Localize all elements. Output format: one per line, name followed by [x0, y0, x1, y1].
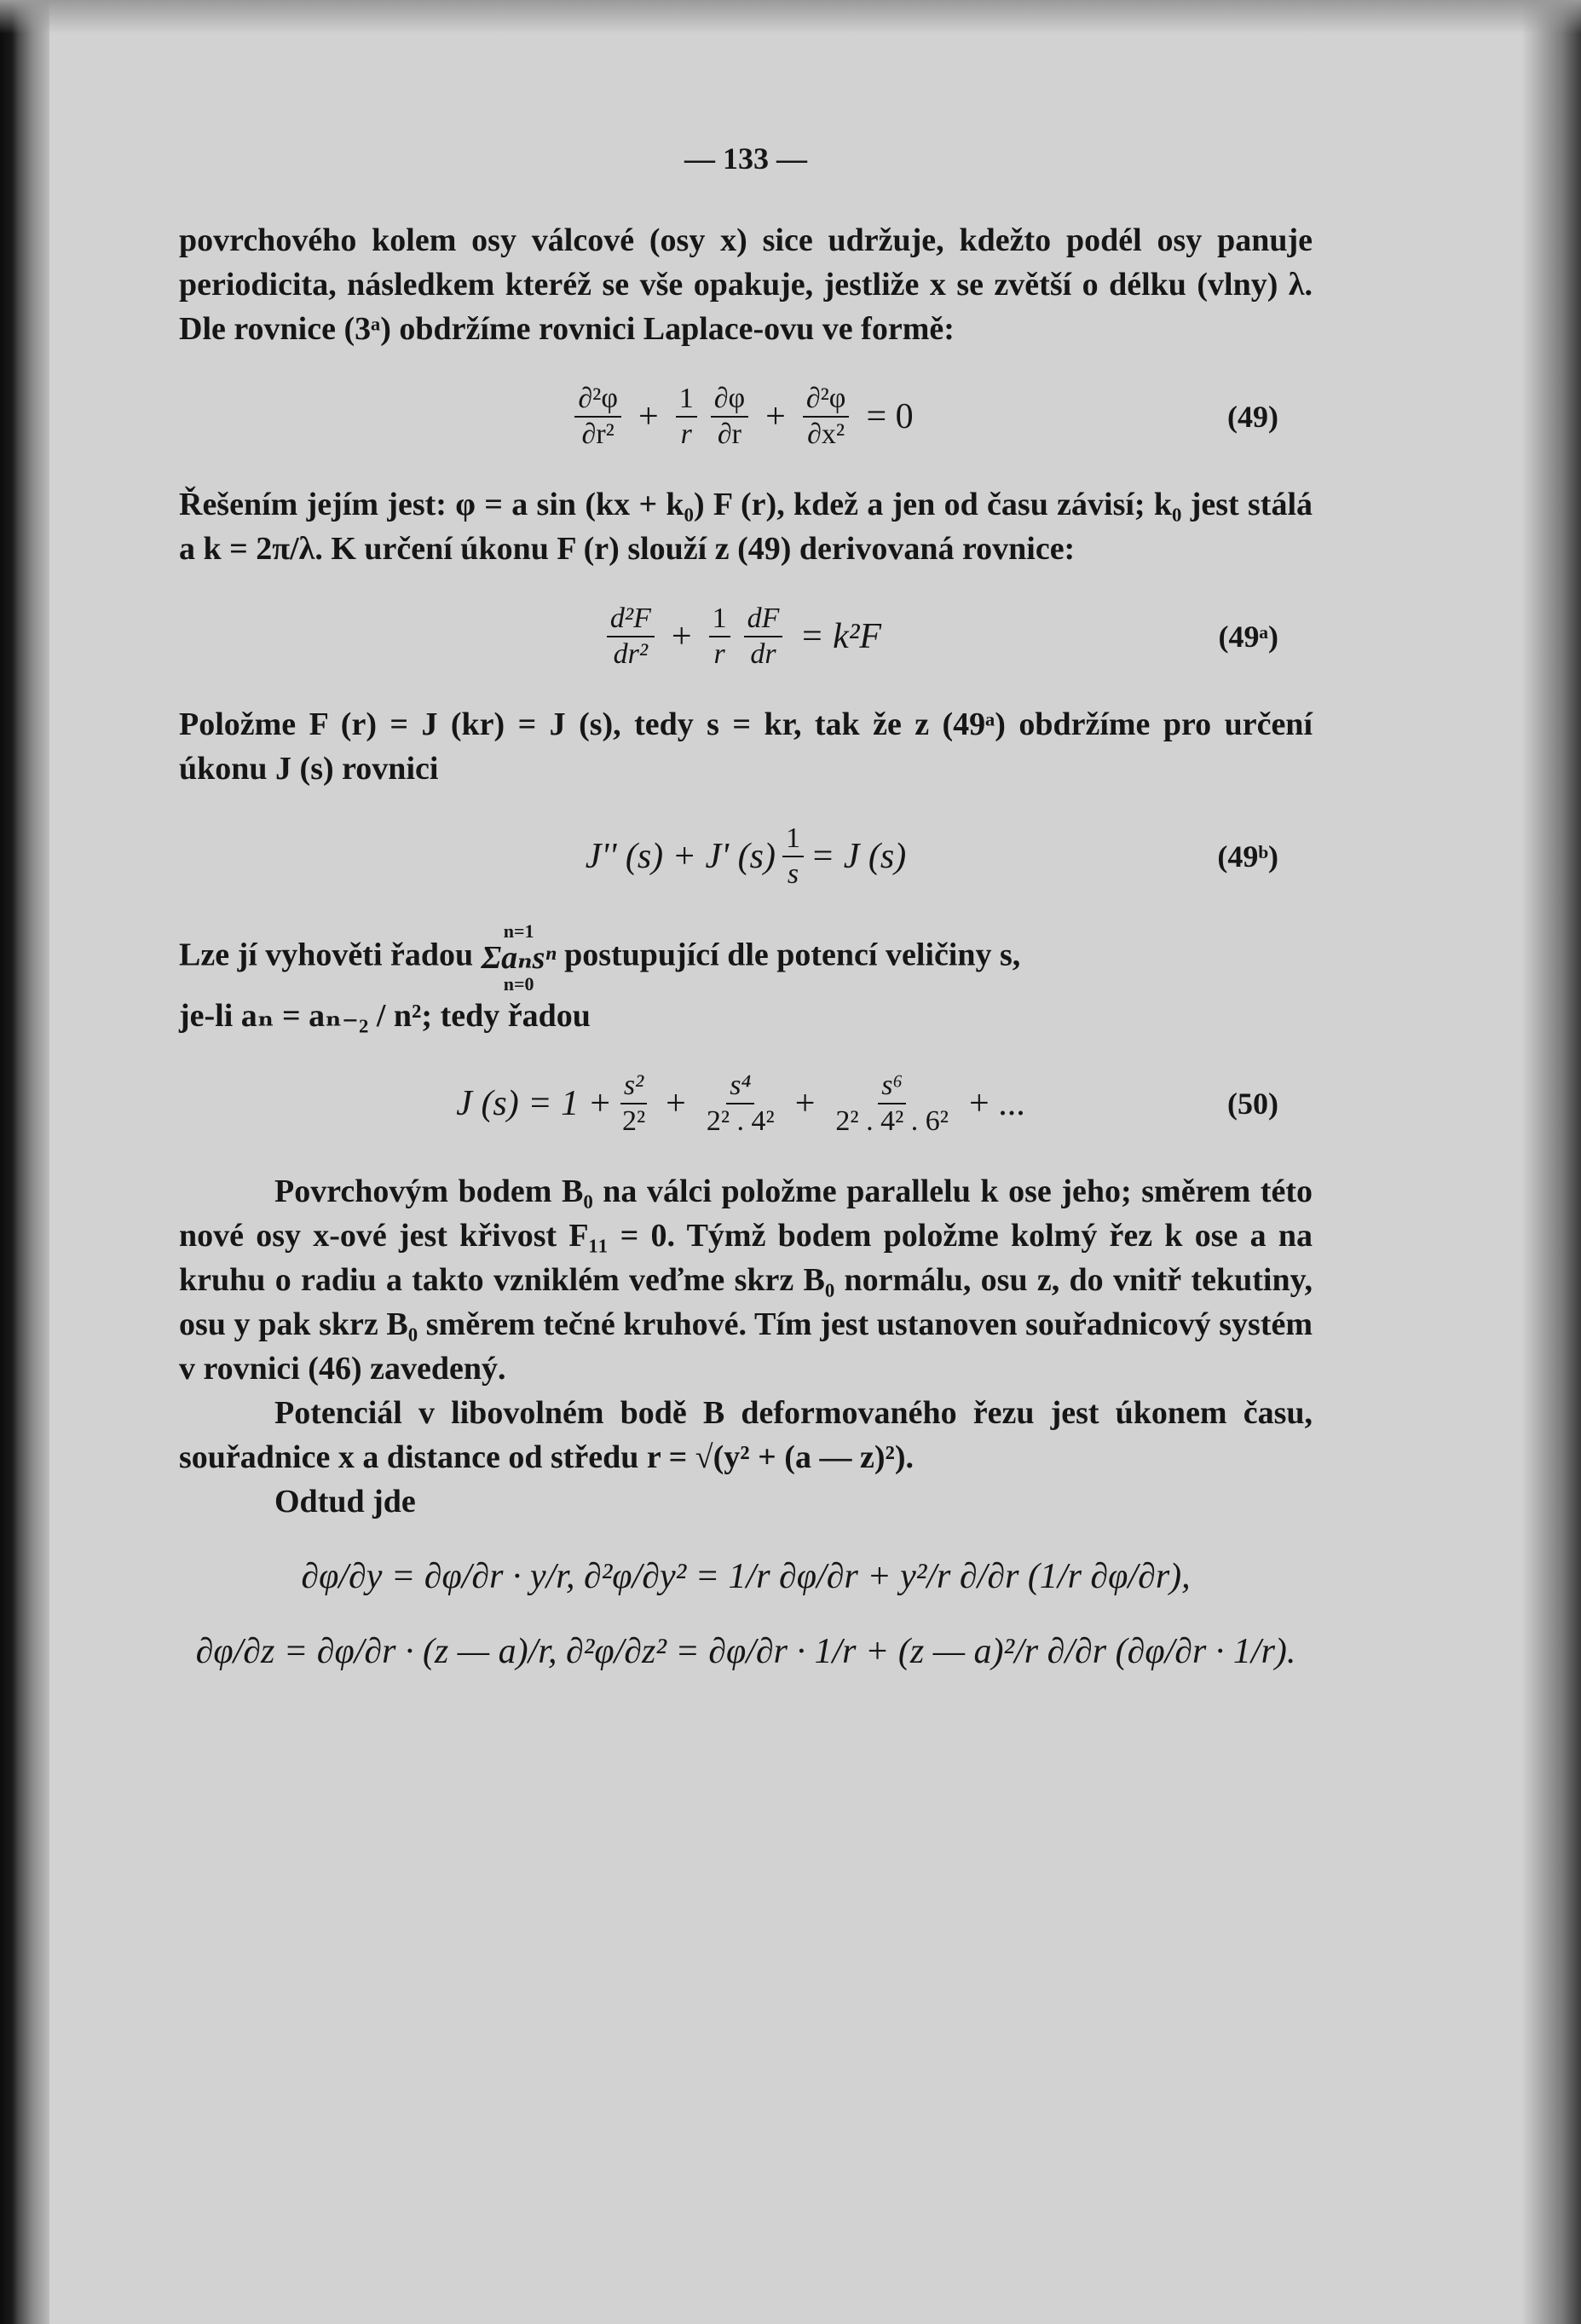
paragraph-2: Řešením jejím jest: φ = a sin (kx + k₀) F (r), kdež a jen od času závisí; k₀ jest stálá a k = 2π/λ. K určení úkonu F (r) slouží z (49) derivovaná rovnice: — [179, 487, 1313, 567]
scan-top-edge — [0, 0, 1581, 34]
equation-49b: J'' (s) + J' (s) $\frac{1}{s}$ = J (s) (49ᵇ) — [585, 822, 1278, 890]
book-page — [179, 136, 1313, 1704]
paragraph-3: Položme F (r) = J (kr) = J (s), tedy s = kr, tak že z (49ᵃ) obdržíme pro určení úkonu J (s) rovnici — [179, 706, 1313, 787]
page-number: — 133 — — [684, 141, 807, 176]
eq49-term-a: $\frac{\text{∂²φ}}{\text{∂r²}}$ — [574, 382, 621, 452]
scan-left-edge — [0, 0, 49, 2324]
eq49b-label: (49ᵇ) — [1217, 839, 1278, 874]
scan-right-edge — [1521, 0, 1581, 2324]
equation-z-derivatives: ∂φ/∂z = ∂φ/∂r · (z — a)/r, ∂²φ/∂z² = ∂φ/∂r · 1/r + (z — a)²/r ∂/∂r (∂φ/∂r · 1/r). — [195, 1632, 1296, 1671]
equation-49a: $\frac{\text{d²F}}{\text{dr²}}$ + $\frac{1}{r}$ $\frac{dF}{dr}$ = k²F (49ᵃ) — [179, 602, 1313, 672]
eq49a-term-b2: $\frac{dF}{dr}$ — [744, 602, 783, 672]
paragraph-7: Odtud jde — [274, 1484, 416, 1520]
eq49a-term-a: $\frac{\text{d²F}}{\text{dr²}}$ — [607, 602, 655, 672]
eq50-term-1: $\frac{\text{s²}}{\text{2²}}$ — [619, 1069, 649, 1139]
equation-50: J (s) = 1 + $\frac{\text{s²}}{\text{2²}}$ + $\frac{\text{s⁴}}{\text{2² . 4²}}$ + $\frac{\text{s⁶}}{\text{2² . 4² . 6²}}$ + ... (50) — [456, 1070, 1278, 1137]
eq49-term-b2: $\frac{\partial\varphi}{\partial r}$ — [711, 382, 748, 452]
sum-symbol: n=1 Σaₙsⁿ n=0 — [481, 920, 557, 995]
eq49-term-b1: $\frac{1}{r}$ — [676, 382, 697, 452]
eq50-term-3: $\frac{\text{s⁶}}{\text{2² . 4² . 6²}}$ — [835, 1070, 949, 1137]
eq49a-label: (49ᵃ) — [1218, 620, 1278, 654]
eq50-label: (50) — [1227, 1087, 1278, 1121]
eq49b-term: $\frac{1}{s}$ — [782, 822, 804, 891]
paragraph-4: Lze jí vyhověti řadou n=1 Σaₙsⁿ n=0 postupující dle potencí veličiny s, — [179, 920, 1021, 995]
equation-y-derivatives: ∂φ/∂y = ∂φ/∂r · y/r, ∂²φ/∂y² = 1/r ∂φ/∂r + y²/r ∂/∂r (1/r ∂φ/∂r), — [301, 1557, 1191, 1596]
equation-49: $\frac{\text{∂²φ}}{\text{∂r²}}$ + $\frac{1}{r}$ $\frac{\partial\varphi}{\partial r}$ + $\frac{\text{∂²φ}}{\text{∂x²}}$ = 0 (49) — [179, 382, 1313, 452]
eq49-term-c: $\frac{\text{∂²φ}}{\text{∂x²}}$ — [803, 382, 850, 452]
eq49a-term-b1: $\frac{1}{r}$ — [709, 602, 730, 672]
paragraph-4-cont: je-li aₙ = aₙ₋₂ / n²; tedy řadou — [179, 998, 591, 1034]
eq50-term-2: $\frac{\text{s⁴}}{\text{2² . 4²}}$ — [706, 1070, 775, 1137]
paragraph-1: povrchového kolem osy válcové (osy x) sice udržuje, kdežto podél osy panuje periodicita, následkem kteréž se vše opakuje, jestliže x se zvětší o délku (vlny) λ. Dle rovnice (3ᵃ) obdržíme rovnici Laplace-ovu ve formě: — [179, 222, 1313, 347]
paragraph-6: Potenciál v libovolném bodě B deformovaného řezu jest úkonem času, souřadnice x a distance od středu r = √(y² + (a — z)²). — [179, 1395, 1313, 1475]
paragraph-5: Povrchovým bodem B₀ na válci položme parallelu k ose jeho; směrem této nové osy x-ové jest křivost F₁₁ = 0. Týmž bodem položme kolmý řez k ose a na kruhu o radiu a takto vzniklém veďme skrz B₀ normálu, osu z, do vnitř tekutiny, osu y pak skrz B₀ směrem tečné kruhové. Tím jest ustanoven souřadnicový systém v rovnici (46) zavedený. — [179, 1174, 1313, 1387]
eq49-label: (49) — [1227, 400, 1278, 434]
